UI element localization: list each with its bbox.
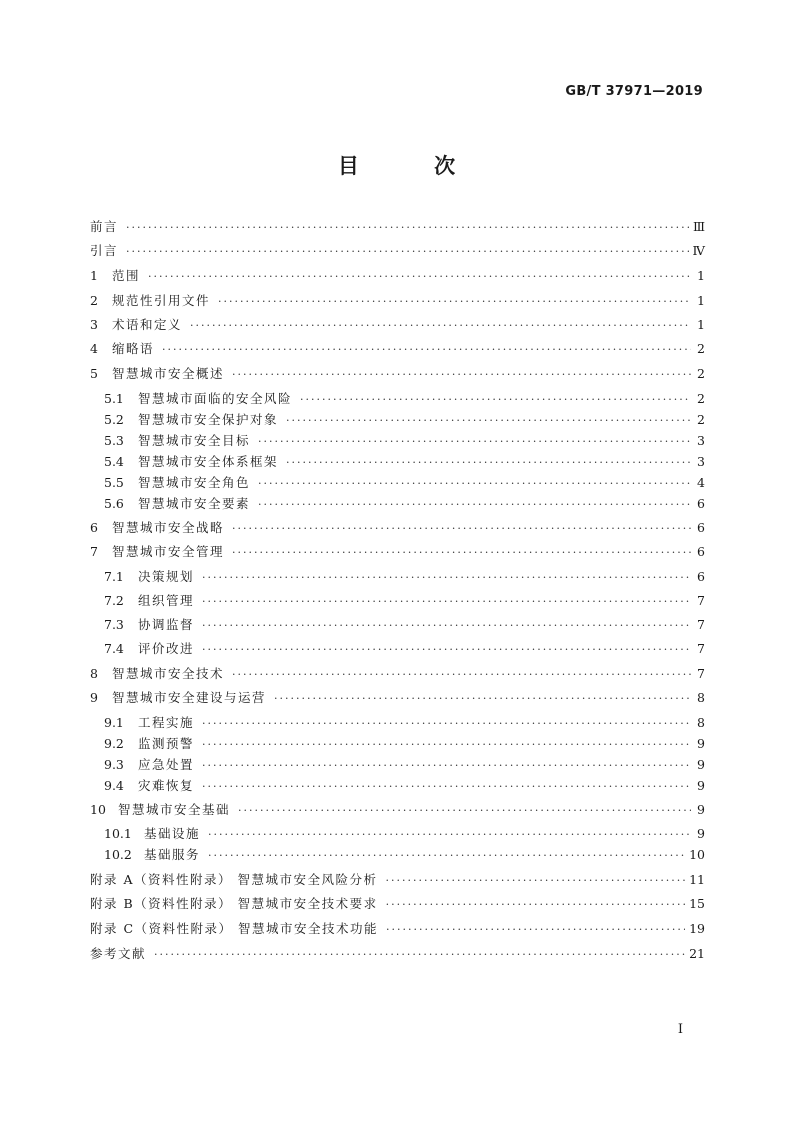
toc-entry-page: 2 (697, 366, 705, 381)
toc-entry-number: 3 (90, 317, 98, 332)
toc-entry-label: 基础服务 (144, 847, 201, 862)
toc-entry-label: 智慧城市安全基础 (118, 802, 231, 817)
toc-entry-page: 6 (697, 520, 705, 535)
toc-leader-dots (218, 295, 691, 308)
toc-leader-dots (258, 498, 691, 511)
toc-entry-label: 智慧城市安全建设与运营 (112, 690, 267, 705)
toc-entry-page: 3 (697, 433, 705, 448)
toc-entry[interactable] (90, 364, 705, 384)
toc-leader-dots (232, 546, 691, 559)
toc-entry-label: 评价改进 (138, 641, 195, 656)
toc-entry[interactable] (90, 824, 705, 844)
toc-entry-number: 5.4 (104, 454, 124, 469)
toc-entry-page: 10 (689, 847, 705, 862)
toc-entry[interactable] (90, 410, 705, 430)
toc-entry-label: 协调监督 (138, 617, 195, 632)
page-number: I (677, 1022, 683, 1037)
toc-entry-number: 5.3 (104, 433, 124, 448)
toc-entry[interactable] (90, 315, 705, 335)
toc-entry[interactable] (90, 688, 705, 708)
toc-entry[interactable] (90, 755, 705, 775)
toc-entry-number: 10.1 (104, 826, 132, 841)
toc-entry-label: 智慧城市安全目标 (138, 433, 251, 448)
toc-entry-page: 9 (697, 778, 705, 793)
toc-leader-dots (208, 849, 685, 862)
toc-entry-page: 19 (689, 921, 705, 936)
toc-leader-dots (154, 948, 685, 961)
toc-entry[interactable] (90, 734, 705, 754)
toc-entry-label: 应急处置 (138, 757, 195, 772)
toc-entry-page: Ⅳ (692, 243, 705, 258)
toc-entry[interactable] (90, 389, 705, 409)
toc-leader-dots (232, 368, 691, 381)
toc-entry[interactable] (90, 615, 705, 635)
toc-entry-label: 基础设施 (144, 826, 201, 841)
toc-leader-dots (126, 245, 688, 258)
toc-entry[interactable] (90, 291, 705, 311)
toc-entry-label: 智慧城市安全体系框架 (138, 454, 279, 469)
toc-entry-label: 工程实施 (138, 715, 195, 730)
toc-entry-label: 参考文献 (90, 946, 147, 961)
toc-entry-page: 15 (689, 896, 705, 911)
toc-entry[interactable] (90, 542, 705, 562)
toc-entry-page: 2 (697, 341, 705, 356)
toc-entry[interactable] (90, 241, 705, 261)
toc-entry-label: 附录 C（资料性附录） 智慧城市安全技术功能 (90, 921, 379, 936)
toc-entry[interactable] (90, 494, 705, 514)
toc-entry-label: 缩略语 (112, 341, 155, 356)
toc-entry-number: 6 (90, 520, 98, 535)
toc-entry-page: 9 (697, 757, 705, 772)
toc-entry-page: 6 (697, 544, 705, 559)
toc-entry-label: 决策规划 (138, 569, 195, 584)
toc-entry[interactable] (90, 919, 705, 939)
toc-leader-dots (202, 643, 691, 656)
toc-entry[interactable] (90, 664, 705, 684)
toc-leader-dots (190, 319, 691, 332)
toc-leader-dots (286, 456, 691, 469)
toc-entry-label: 监测预警 (138, 736, 195, 751)
toc-entry-page: 7 (697, 666, 705, 681)
toc-entry[interactable] (90, 776, 705, 796)
toc-entry-number: 5 (90, 366, 98, 381)
toc-leader-dots (238, 804, 691, 817)
toc-entry-page: 1 (697, 317, 705, 332)
toc-entry-page: 3 (697, 454, 705, 469)
toc-entry-label: 智慧城市安全概述 (112, 366, 225, 381)
page-title: 目 次 (337, 154, 490, 178)
toc-entry-label: 术语和定义 (112, 317, 183, 332)
toc-leader-dots (202, 759, 691, 772)
toc-entry-label: 前言 (90, 219, 119, 234)
toc-entry[interactable] (90, 870, 705, 890)
toc-entry-label: 智慧城市安全保护对象 (138, 412, 279, 427)
toc-entry-page: 2 (697, 412, 705, 427)
toc-entry-label: 智慧城市安全技术 (112, 666, 225, 681)
toc-entry-number: 7.2 (104, 593, 124, 608)
toc-entry-label: 组织管理 (138, 593, 195, 608)
toc-entry-number: 9 (90, 690, 98, 705)
toc-entry-page: 4 (697, 475, 705, 490)
toc-entry-number: 2 (90, 293, 98, 308)
toc-entry-number: 1 (90, 268, 98, 283)
toc-leader-dots (258, 477, 691, 490)
toc-entry-number: 5.1 (104, 391, 124, 406)
toc-leader-dots (126, 221, 689, 234)
toc-entry-label: 范围 (112, 268, 141, 283)
toc-entry-page: 9 (697, 802, 705, 817)
toc-entry[interactable] (90, 339, 705, 359)
toc-entry-number: 9.1 (104, 715, 124, 730)
toc-entry-number: 10.2 (104, 847, 132, 862)
toc-entry[interactable] (90, 845, 705, 865)
toc-entry[interactable] (90, 567, 705, 587)
toc-entry-page: 8 (697, 715, 705, 730)
toc-leader-dots (258, 435, 691, 448)
toc-entry-label: 智慧城市安全角色 (138, 475, 251, 490)
toc-entry-number: 10 (90, 802, 106, 817)
toc-entry-number: 9.2 (104, 736, 124, 751)
toc-entry-number: 7 (90, 544, 98, 559)
toc-entry[interactable] (90, 639, 705, 659)
toc-entry[interactable] (90, 452, 705, 472)
toc-entry-page: 6 (697, 496, 705, 511)
toc-entry-page: 7 (697, 641, 705, 656)
toc-leader-dots (386, 898, 685, 911)
toc-leader-dots (202, 738, 691, 751)
toc-leader-dots (208, 828, 691, 841)
toc-entry-number: 8 (90, 666, 98, 681)
standard-code: GB/T 37971—2019 (565, 84, 703, 99)
toc-entry-page: 21 (689, 946, 705, 961)
toc-entry-number: 5.5 (104, 475, 124, 490)
toc-entry-page: 7 (697, 593, 705, 608)
toc-leader-dots (162, 343, 691, 356)
toc-leader-dots (300, 393, 691, 406)
toc-entry-label: 附录 B（资料性附录） 智慧城市安全技术要求 (90, 896, 378, 911)
toc-entry-page: 7 (697, 617, 705, 632)
toc-entry-number: 9.3 (104, 757, 124, 772)
toc-entry-label: 智慧城市安全管理 (112, 544, 225, 559)
toc-entry-page: 2 (697, 391, 705, 406)
toc-entry-page: 6 (697, 569, 705, 584)
toc-entry-number: 7.4 (104, 641, 124, 656)
toc-leader-dots (274, 692, 691, 705)
toc-leader-dots (202, 780, 691, 793)
toc-entry[interactable] (90, 944, 705, 964)
toc-entry[interactable] (90, 217, 705, 237)
toc-entry[interactable] (90, 518, 705, 538)
toc-leader-dots (202, 619, 691, 632)
toc-entry-label: 智慧城市安全要素 (138, 496, 251, 511)
toc-leader-dots (232, 668, 691, 681)
toc-entry-label: 引言 (90, 243, 119, 258)
toc-entry-page: Ⅲ (692, 219, 705, 234)
toc-entry-label: 规范性引用文件 (112, 293, 211, 308)
toc-entry-label: 灾难恢复 (138, 778, 195, 793)
toc-entry[interactable] (90, 266, 705, 286)
toc-entry[interactable] (90, 713, 705, 733)
toc-entry-label: 智慧城市安全战略 (112, 520, 225, 535)
toc-leader-dots (386, 923, 685, 936)
toc-entry-number: 5.6 (104, 496, 124, 511)
toc-entry-page: 1 (697, 268, 705, 283)
toc-leader-dots (385, 874, 685, 887)
toc-entry-number: 7.1 (104, 569, 124, 584)
toc-entry[interactable] (90, 431, 705, 451)
toc-entry-page: 8 (697, 690, 705, 705)
toc-entry[interactable] (90, 473, 705, 493)
toc-entry-number: 7.3 (104, 617, 124, 632)
toc-entry-label: 附录 A（资料性附录） 智慧城市安全风险分析 (90, 872, 378, 887)
toc-leader-dots (232, 522, 691, 535)
toc-entry[interactable] (90, 894, 705, 914)
toc-entry-page: 1 (697, 293, 705, 308)
toc-entry[interactable] (90, 800, 705, 820)
toc-entry-page: 11 (689, 872, 705, 887)
toc-entry-page: 9 (697, 736, 705, 751)
toc-entry-page: 9 (697, 826, 705, 841)
toc-entry-number: 5.2 (104, 412, 124, 427)
toc-leader-dots (202, 717, 691, 730)
toc-entry-label: 智慧城市面临的安全风险 (138, 391, 293, 406)
toc-entry-number: 9.4 (104, 778, 124, 793)
toc-leader-dots (202, 595, 691, 608)
toc-leader-dots (148, 270, 691, 283)
toc-leader-dots (202, 571, 691, 584)
toc-leader-dots (286, 414, 691, 427)
toc-entry[interactable] (90, 591, 705, 611)
toc-entry-number: 4 (90, 341, 98, 356)
